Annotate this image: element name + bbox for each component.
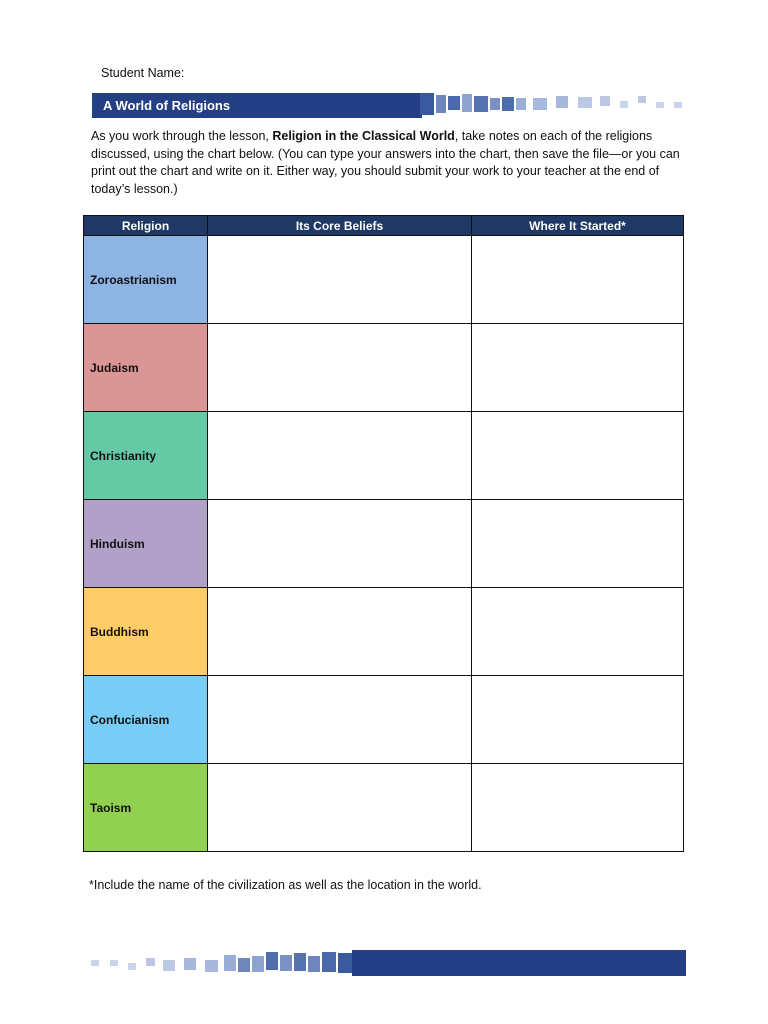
lesson-title: Religion in the Classical World (272, 129, 455, 143)
where-started-cell[interactable] (472, 500, 684, 588)
core-beliefs-cell[interactable] (208, 676, 472, 764)
table-row (84, 236, 684, 324)
core-beliefs-cell[interactable] (208, 412, 472, 500)
column-header-core-beliefs: Its Core Beliefs (208, 216, 472, 236)
footnote: *Include the name of the civilization as well as the location in the world. (89, 878, 482, 892)
where-started-cell[interactable] (472, 324, 684, 412)
where-started-cell[interactable] (472, 588, 684, 676)
table-row (84, 764, 684, 852)
core-beliefs-cell[interactable] (208, 500, 472, 588)
religion-name-cell: Zoroastrianism (84, 236, 208, 324)
column-header-religion: Religion (84, 216, 208, 236)
where-started-cell[interactable] (472, 764, 684, 852)
religions-chart (83, 215, 684, 852)
where-started-cell[interactable] (472, 676, 684, 764)
page-title: A World of Religions (103, 98, 231, 113)
religion-name-cell: Hinduism (84, 500, 208, 588)
religion-name-cell: Confucianism (84, 676, 208, 764)
core-beliefs-cell[interactable] (208, 236, 472, 324)
column-header-where-started: Where It Started* (472, 216, 684, 236)
where-started-cell[interactable] (472, 236, 684, 324)
religion-name-cell: Judaism (84, 324, 208, 412)
instructions-paragraph: As you work through the lesson, Religion in the Classical World, take notes on each of the religions discussed, using the chart below. (You can type your answers into the chart, then save the file—or you can print out the chart and write on it. Either way, you should submit your work to your teacher at the end of today’s lesson.) (91, 129, 680, 196)
where-started-cell[interactable] (472, 412, 684, 500)
religion-name-cell: Christianity (84, 412, 208, 500)
table-row (84, 676, 684, 764)
table-row (84, 588, 684, 676)
table-row (84, 324, 684, 412)
table-header-row (84, 216, 684, 236)
table-row (84, 412, 684, 500)
table-row (84, 500, 684, 588)
core-beliefs-cell[interactable] (208, 324, 472, 412)
religion-name-cell: Buddhism (84, 588, 208, 676)
core-beliefs-cell[interactable] (208, 764, 472, 852)
footer-banner (352, 950, 686, 976)
religion-name-cell: Taoism (84, 764, 208, 852)
student-name-label: Student Name: (101, 66, 185, 80)
core-beliefs-cell[interactable] (208, 588, 472, 676)
